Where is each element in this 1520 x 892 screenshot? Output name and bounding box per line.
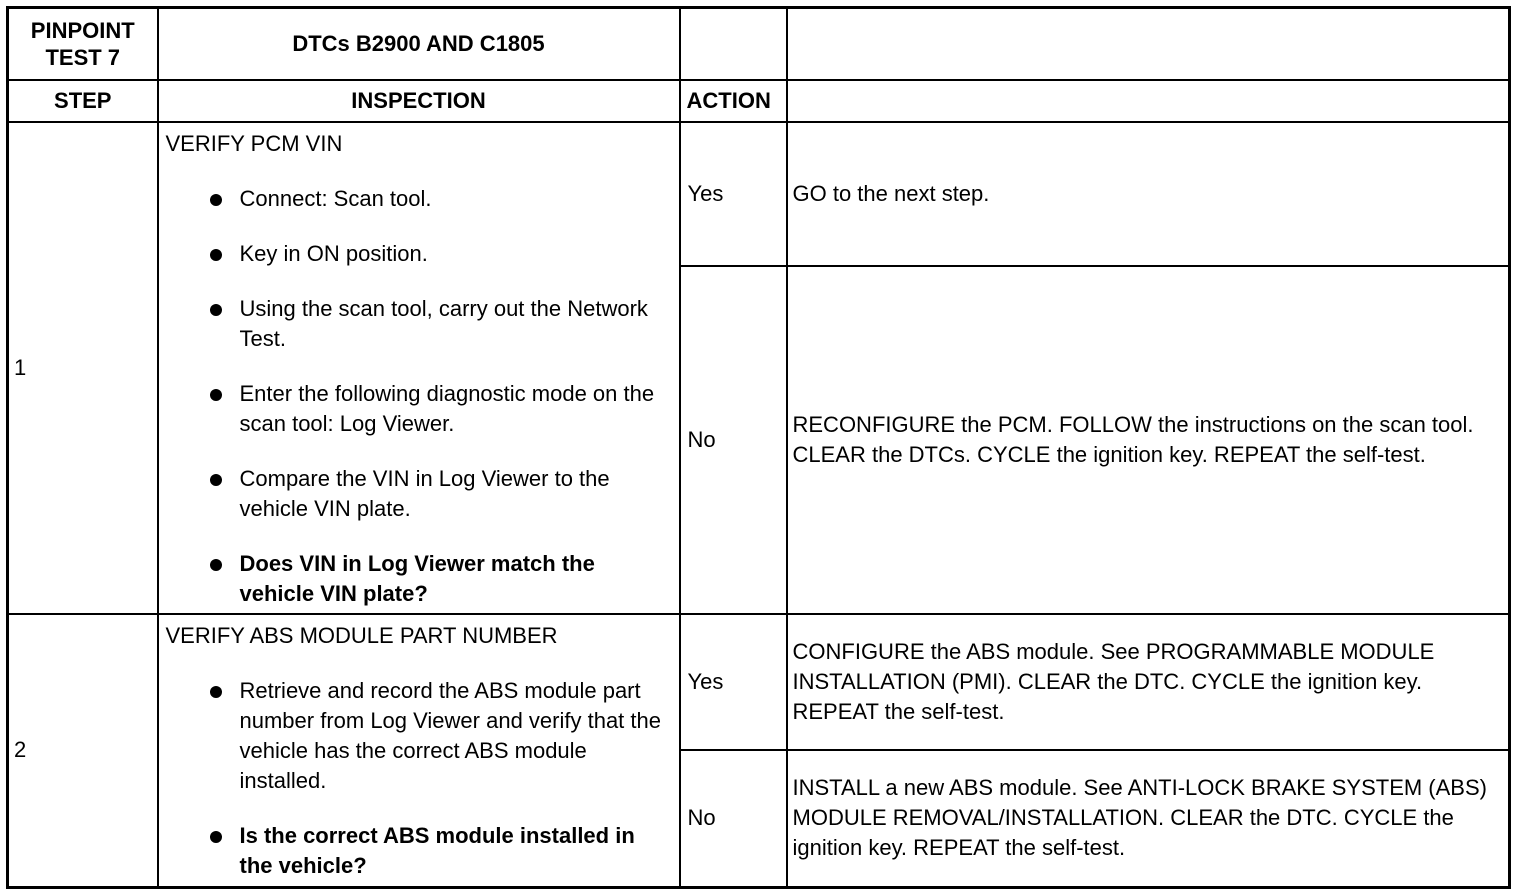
response-yes: Yes <box>680 122 787 266</box>
step-title: VERIFY PCM VIN <box>165 130 343 156</box>
pinpoint-test-document <box>6 6 1508 886</box>
column-header-row <box>8 80 1510 122</box>
step-1-inspection <box>158 122 680 614</box>
inspection-list <box>166 676 673 881</box>
inspection-question: Is the correct ABS module installed in the vehicle? <box>240 821 673 881</box>
step-number: 2 <box>8 614 158 888</box>
action-yes: CONFIGURE the ABS module. See PROGRAMMABLE MODULE INSTALLATION (PMI). CLEAR the DTC. CYCLE the ignition key. REPEAT the self-test. <box>787 614 1510 750</box>
inspection-question: Does VIN in Log Viewer match the vehicle VIN plate? <box>240 549 673 609</box>
action-yes: GO to the next step. <box>787 122 1510 266</box>
title-empty-cell <box>787 8 1510 80</box>
column-header-inspection: INSPECTION <box>158 80 680 122</box>
inspection-item: Retrieve and record the ABS module part number from Log Viewer and verify that the vehicle has the correct ABS module installed. <box>240 676 673 796</box>
pinpoint-test-table <box>6 6 1511 889</box>
inspection-item: Using the scan tool, carry out the Network Test. <box>240 294 673 354</box>
step-number: 1 <box>8 122 158 614</box>
title-row <box>8 8 1510 80</box>
step-1-yes-row <box>8 122 1510 266</box>
inspection-item: Compare the VIN in Log Viewer to the vehicle VIN plate. <box>240 464 673 524</box>
step-2-yes-row <box>8 614 1510 750</box>
response-no: No <box>680 266 787 614</box>
inspection-item: Key in ON position. <box>240 239 673 269</box>
response-no: No <box>680 750 787 888</box>
step-title: VERIFY ABS MODULE PART NUMBER <box>165 622 558 648</box>
inspection-list <box>166 184 673 609</box>
action-no: INSTALL a new ABS module. See ANTI-LOCK BRAKE SYSTEM (ABS) MODULE REMOVAL/INSTALLATION. CLEAR the DTC. CYCLE the ignition key. REPEAT the self-test. <box>787 750 1510 888</box>
step-2-inspection <box>158 614 680 888</box>
action-no: RECONFIGURE the PCM. FOLLOW the instructions on the scan tool. CLEAR the DTCs. CYCLE the ignition key. REPEAT the self-test. <box>787 266 1510 614</box>
header-empty-cell <box>787 80 1510 122</box>
inspection-item: Enter the following diagnostic mode on the scan tool: Log Viewer. <box>240 379 673 439</box>
test-label: PINPOINT TEST 7 <box>8 8 158 80</box>
inspection-item: Connect: Scan tool. <box>240 184 673 214</box>
response-yes: Yes <box>680 614 787 750</box>
title-empty-cell <box>680 8 787 80</box>
column-header-step: STEP <box>8 80 158 122</box>
test-title: DTCs B2900 AND C1805 <box>158 8 680 80</box>
column-header-action: ACTION <box>680 80 787 122</box>
